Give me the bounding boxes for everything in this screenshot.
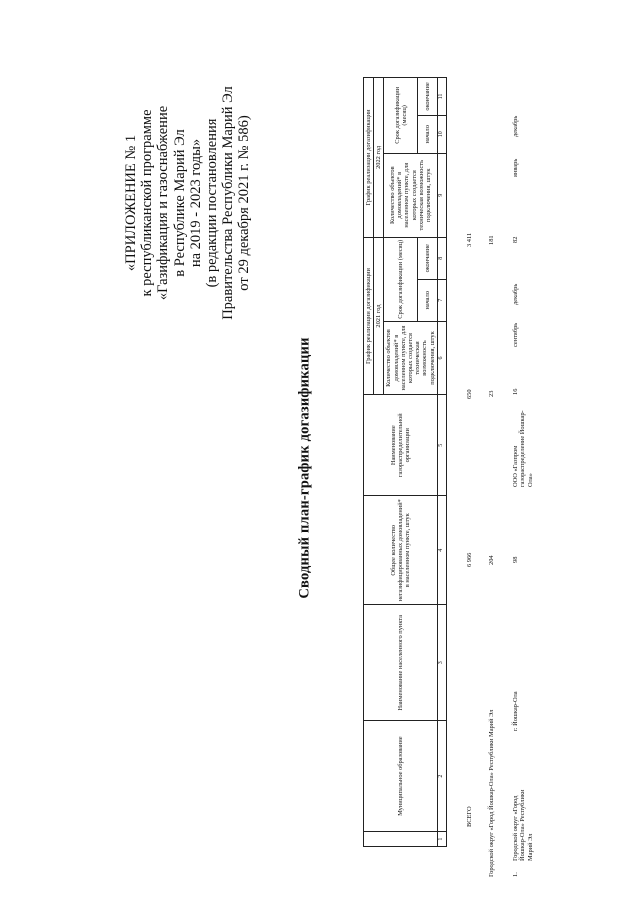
row-municipal: Городской округ «Город Йошкар-Ола» Республики Марий Эл bbox=[512, 789, 534, 861]
plan-table bbox=[363, 77, 457, 847]
col-number: 10 bbox=[437, 115, 446, 153]
appendix-line: «Газификация и газоснабжение bbox=[155, 105, 172, 301]
table-row-district bbox=[488, 77, 500, 877]
row-start-2021: сентябрь bbox=[512, 322, 519, 347]
row-end-2022: декабрь bbox=[512, 115, 519, 137]
header-term-2022: Срок догазификации (месяц) bbox=[384, 78, 418, 154]
header-households-2022: Количество объектов домовладений* в населенном пункте, для которых создается техническая возможность подключения, штук bbox=[384, 153, 437, 237]
col-number: 5 bbox=[437, 395, 446, 496]
appendix-line: «ПРИЛОЖЕНИЕ № 1 bbox=[123, 134, 140, 272]
row-households-2022: 3 411 bbox=[466, 232, 473, 247]
header-municipal: Муниципальное образование bbox=[364, 720, 438, 831]
header-settlement: Наименование населенного пункта bbox=[364, 605, 438, 721]
row-households-2022: 82 bbox=[512, 236, 519, 243]
header-gdo: Наименование газораспределительной организации bbox=[364, 395, 438, 496]
row-total-households: 204 bbox=[488, 555, 495, 565]
header-term-2021: Срок догазификации (месяц) bbox=[384, 237, 418, 321]
header-schedule-2022: График реализации догазификации bbox=[364, 78, 374, 238]
row-number: 1. bbox=[512, 872, 519, 877]
row-settlement: г. Йошкар-Ола bbox=[512, 691, 519, 731]
col-number: 2 bbox=[437, 720, 446, 831]
row-households-2021: 23 bbox=[488, 390, 495, 397]
appendix-line: на 2019 - 2023 годы» bbox=[188, 138, 204, 268]
appendix-line: к республиканской программе bbox=[139, 109, 156, 297]
appendix-line: в Республике Марий Эл bbox=[171, 129, 188, 277]
row-total-households: 98 bbox=[512, 556, 519, 563]
header-end-2021: окончание bbox=[418, 237, 438, 279]
plan-table-grid bbox=[363, 77, 447, 847]
header-start-2022: начало bbox=[418, 115, 438, 153]
appendix-block bbox=[123, 38, 253, 368]
row-end-2021: декабрь bbox=[512, 283, 519, 305]
header-year-2022: 2022 год bbox=[374, 78, 384, 238]
col-number: 11 bbox=[437, 78, 446, 116]
header-start-2021: начало bbox=[418, 279, 438, 321]
data-rows bbox=[466, 77, 546, 877]
row-label: Городской округ «Город Йошкар-Ола» Республики Марий Эл bbox=[488, 709, 495, 877]
row-households-2022: 181 bbox=[488, 235, 495, 245]
header-total-households: Общее количество негазифицированных домовладений* в населенном пункте, штук bbox=[364, 496, 438, 605]
col-number: 8 bbox=[437, 237, 446, 279]
table-row-item bbox=[512, 77, 542, 877]
row-households-2021: 650 bbox=[466, 389, 473, 399]
appendix-line: Правительства Республики Марий Эл bbox=[220, 86, 237, 320]
header-end-2022: окончание bbox=[418, 78, 438, 116]
row-households-2021: 16 bbox=[512, 388, 519, 395]
col-number: 7 bbox=[437, 279, 446, 321]
table-row-total bbox=[466, 77, 478, 877]
col-number: 4 bbox=[437, 496, 446, 605]
header-schedule-2021: График реализации догазификации bbox=[364, 237, 374, 395]
document-title: Сводный план-график догазификации bbox=[296, 337, 313, 599]
row-total-households: 6 966 bbox=[466, 552, 473, 567]
header-col-no bbox=[364, 832, 438, 847]
row-label: ВСЕГО bbox=[466, 806, 473, 827]
col-number: 6 bbox=[437, 321, 446, 395]
appendix-line: (в редакции постановления bbox=[204, 118, 221, 288]
row-gdo: ООО «Газпром газораспределение Йошкар-Ола» bbox=[512, 410, 534, 487]
header-year-2021: 2021 год bbox=[374, 237, 384, 395]
col-number: 3 bbox=[437, 605, 446, 721]
appendix-line: от 29 декабря 2021 г. № 586) bbox=[236, 115, 253, 291]
col-number: 1 bbox=[437, 832, 446, 847]
header-households-2021: Количество объектов домовладений* в населенном пункте, для которых создается техническая возможность подключения, штук bbox=[384, 321, 437, 395]
row-start-2022: январь bbox=[512, 158, 519, 177]
col-number: 9 bbox=[437, 153, 446, 237]
